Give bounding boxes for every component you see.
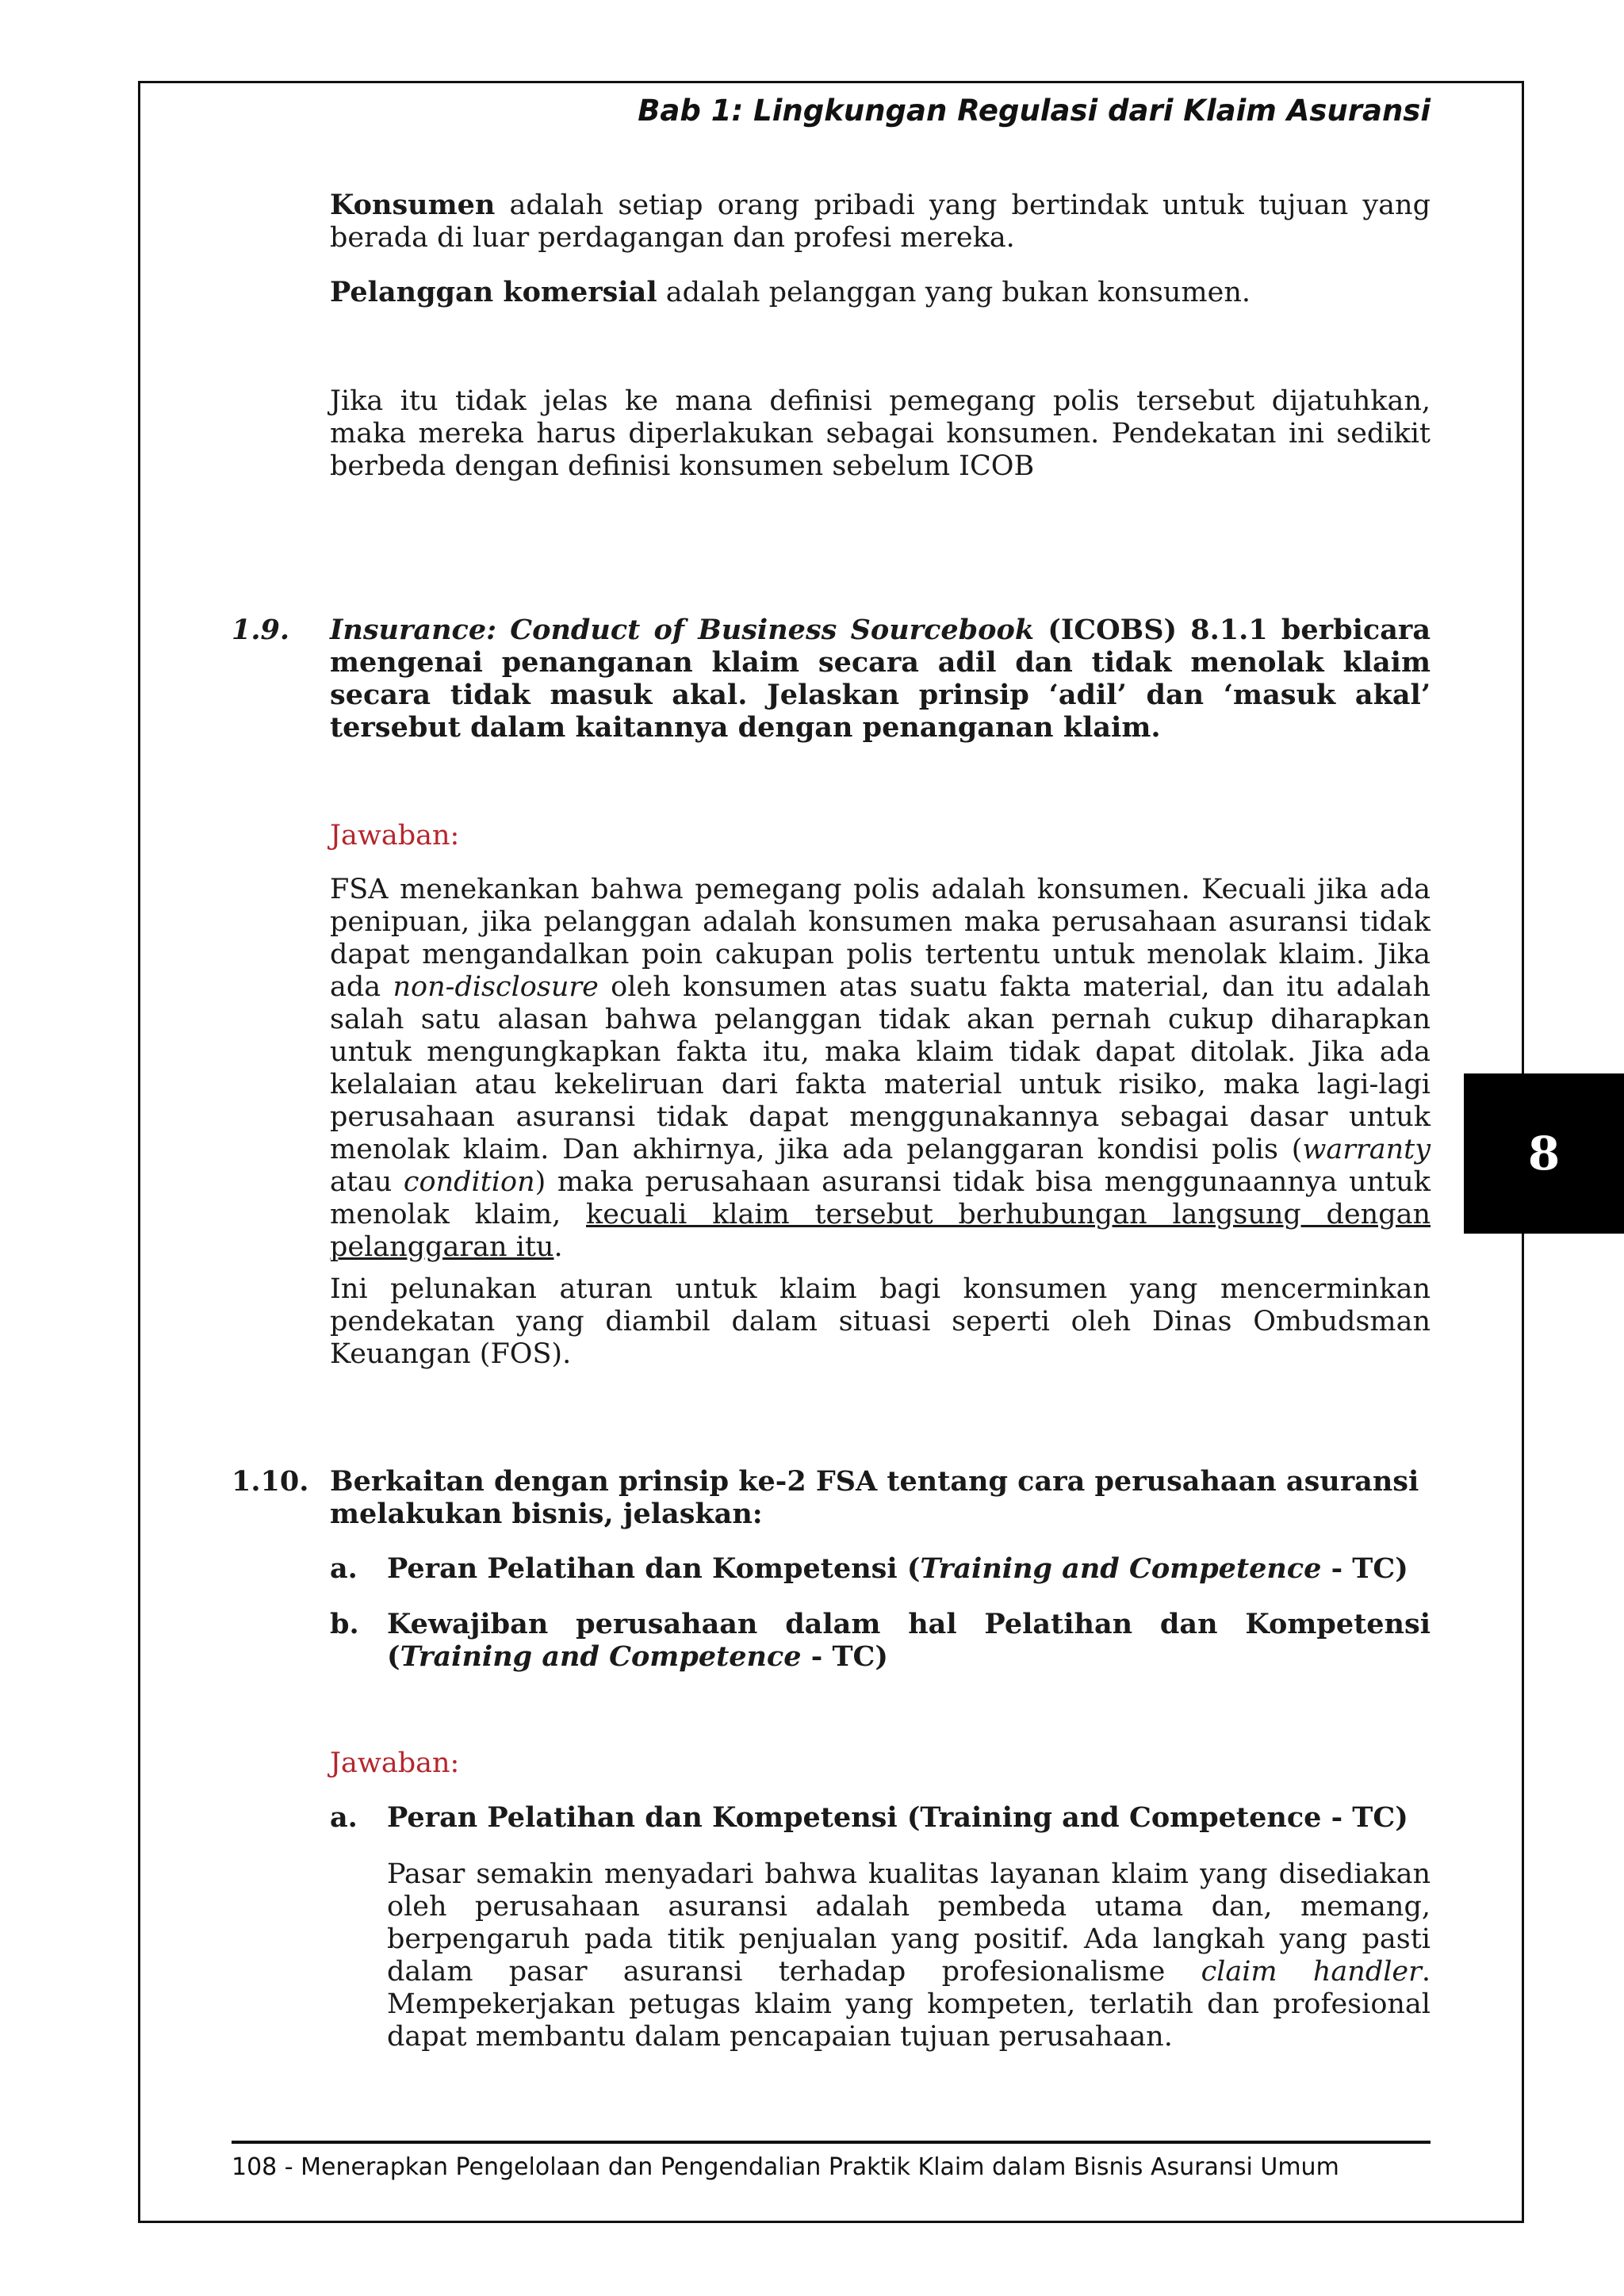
term-pelanggan: Pelanggan komersial xyxy=(330,276,657,308)
question-1-10-a-italic: Training and Competence xyxy=(920,1552,1322,1585)
page-footer: 108 - Menerapkan Pengelolaan dan Pengendalian Praktik Klaim dalam Bisnis Asuransi Umum xyxy=(232,2153,1339,2181)
question-1-10-b-text-1: Kewajiban perusahaan dalam hal Pelatihan dan Kompetensi ( xyxy=(387,1608,1431,1673)
answer-1-10-a-paragraph xyxy=(387,1858,1431,2053)
footer-rule xyxy=(232,2141,1431,2144)
definition-pelanggan xyxy=(330,276,1431,309)
question-1-9-italic: Insurance: Conduct of Business Sourcebook xyxy=(330,614,1035,646)
answer-1-9-underlined: kecuali klaim tersebut berhubungan langsung dengan pelanggaran itu xyxy=(330,1199,1431,1263)
question-1-10-a-text-1: Peran Pelatihan dan Kompetensi ( xyxy=(387,1552,921,1585)
definition-konsumen xyxy=(330,189,1431,254)
answer-1-9-text-b: oleh konsumen atas suatu fakta material, dan itu adalah salah satu alasan bahwa pelanggan tidak akan pernah cukup diharapkan untuk mengungkapkan fakta itu, maka klaim tidak dapat ditolak. Jika ada kelalaian atau kekeliruan dari fakta material untuk risiko, maka lagi-lagi perusahaan asuransi tidak dapat menggunakannya sebagai dasar untuk menolak klaim. Dan akhirnya, jika ada pelanggaran kondisi polis ( xyxy=(330,971,1431,1165)
answer-1-9-condition: condition xyxy=(403,1166,535,1198)
answer-1-10-a-label: a. xyxy=(330,1801,358,1834)
question-1-10-b-label: b. xyxy=(330,1608,359,1640)
answer-1-9-end: . xyxy=(553,1231,563,1263)
answer-1-10-a-italic: claim handler xyxy=(1201,1956,1422,1988)
question-1-10: Berkaitan dengan prinsip ke-2 FSA tentang cara perusahaan asuransi melakukan bisnis, jelaskan: xyxy=(330,1465,1419,1530)
question-1-10-b xyxy=(387,1608,1431,1673)
answer-label-1-10: Jawaban: xyxy=(330,1747,460,1779)
question-1-10-a-label: a. xyxy=(330,1552,358,1585)
answer-1-9-text-a: FSA menekankan bahwa pemegang polis adalah konsumen. Kecuali jika ada penipuan, jika pelanggan adalah konsumen maka perusahaan asuransi tidak dapat mengandalkan poin cakupan polis tertentu untuk menolak klaim. Jika ada xyxy=(330,874,1431,1003)
definition-konsumen-text: adalah setiap orang pribadi yang bertindak untuk tujuan yang berada di luar perdagangan dan profesi mereka. xyxy=(330,189,1431,254)
answer-1-9-paragraph-1 xyxy=(330,874,1431,1264)
question-1-10-b-italic: Training and Competence xyxy=(400,1640,802,1673)
question-1-10-b-text-2: - TC) xyxy=(801,1640,888,1673)
definition-note: Jika itu tidak jelas ke mana definisi pemegang polis tersebut dijatuhkan, maka mereka harus diperlakukan sebagai konsumen. Pendekatan ini sedikit berbeda dengan definisi konsumen sebelum ICOB xyxy=(330,385,1431,482)
answer-1-9-nondisclosure: non-disclosure xyxy=(393,971,599,1003)
question-1-10-a-text-2: - TC) xyxy=(1321,1552,1408,1585)
question-number-1-9: 1.9. xyxy=(232,614,290,646)
question-1-9-text: (ICOBS) 8.1.1 berbicara mengenai penanganan klaim secara adil dan tidak menolak klaim secara tidak masuk akal. Jelaskan prinsip ‘adil’ dan ‘masuk akal’ tersebut dalam kaitannya dengan penanganan klaim. xyxy=(330,614,1431,744)
answer-1-9-atau: atau xyxy=(330,1166,404,1198)
answer-1-10-a-text-2: . Mempekerjakan petugas klaim yang kompeten, terlatih dan profesional dapat membantu dalam pencapaian tujuan perusahaan. xyxy=(387,1956,1431,2053)
answer-1-9-paragraph-2: Ini pelunakan aturan untuk klaim bagi konsumen yang mencerminkan pendekatan yang diambil dalam situasi seperti oleh Dinas Ombudsman Keuangan (FOS). xyxy=(330,1273,1431,1370)
answer-1-9-warranty: warranty xyxy=(1302,1134,1431,1165)
answer-label-1-9: Jawaban: xyxy=(330,820,460,851)
question-number-1-10: 1.10. xyxy=(232,1465,309,1498)
answer-1-10-a-title: Peran Pelatihan dan Kompetensi (Training and Competence - TC) xyxy=(387,1801,1408,1834)
chapter-tab: 8 xyxy=(1464,1073,1624,1234)
question-1-9 xyxy=(330,614,1431,744)
running-head: Bab 1: Lingkungan Regulasi dari Klaim Asuransi xyxy=(638,94,1431,128)
term-konsumen: Konsumen xyxy=(330,189,496,221)
question-1-10-a xyxy=(387,1552,1431,1585)
definition-pelanggan-text: adalah pelanggan yang bukan konsumen. xyxy=(657,277,1251,308)
answer-1-10-a-text-1: Pasar semakin menyadari bahwa kualitas layanan klaim yang disediakan oleh perusahaan asuransi adalah pembeda utama dan, memang, berpengaruh pada titik penjualan yang positif. Ada langkah yang pasti dalam pasar asuransi terhadap profesionalisme xyxy=(387,1858,1431,1988)
answer-1-9-text-c: ) maka perusahaan asuransi tidak bisa menggunaannya untuk menolak klaim, xyxy=(330,1166,1431,1230)
